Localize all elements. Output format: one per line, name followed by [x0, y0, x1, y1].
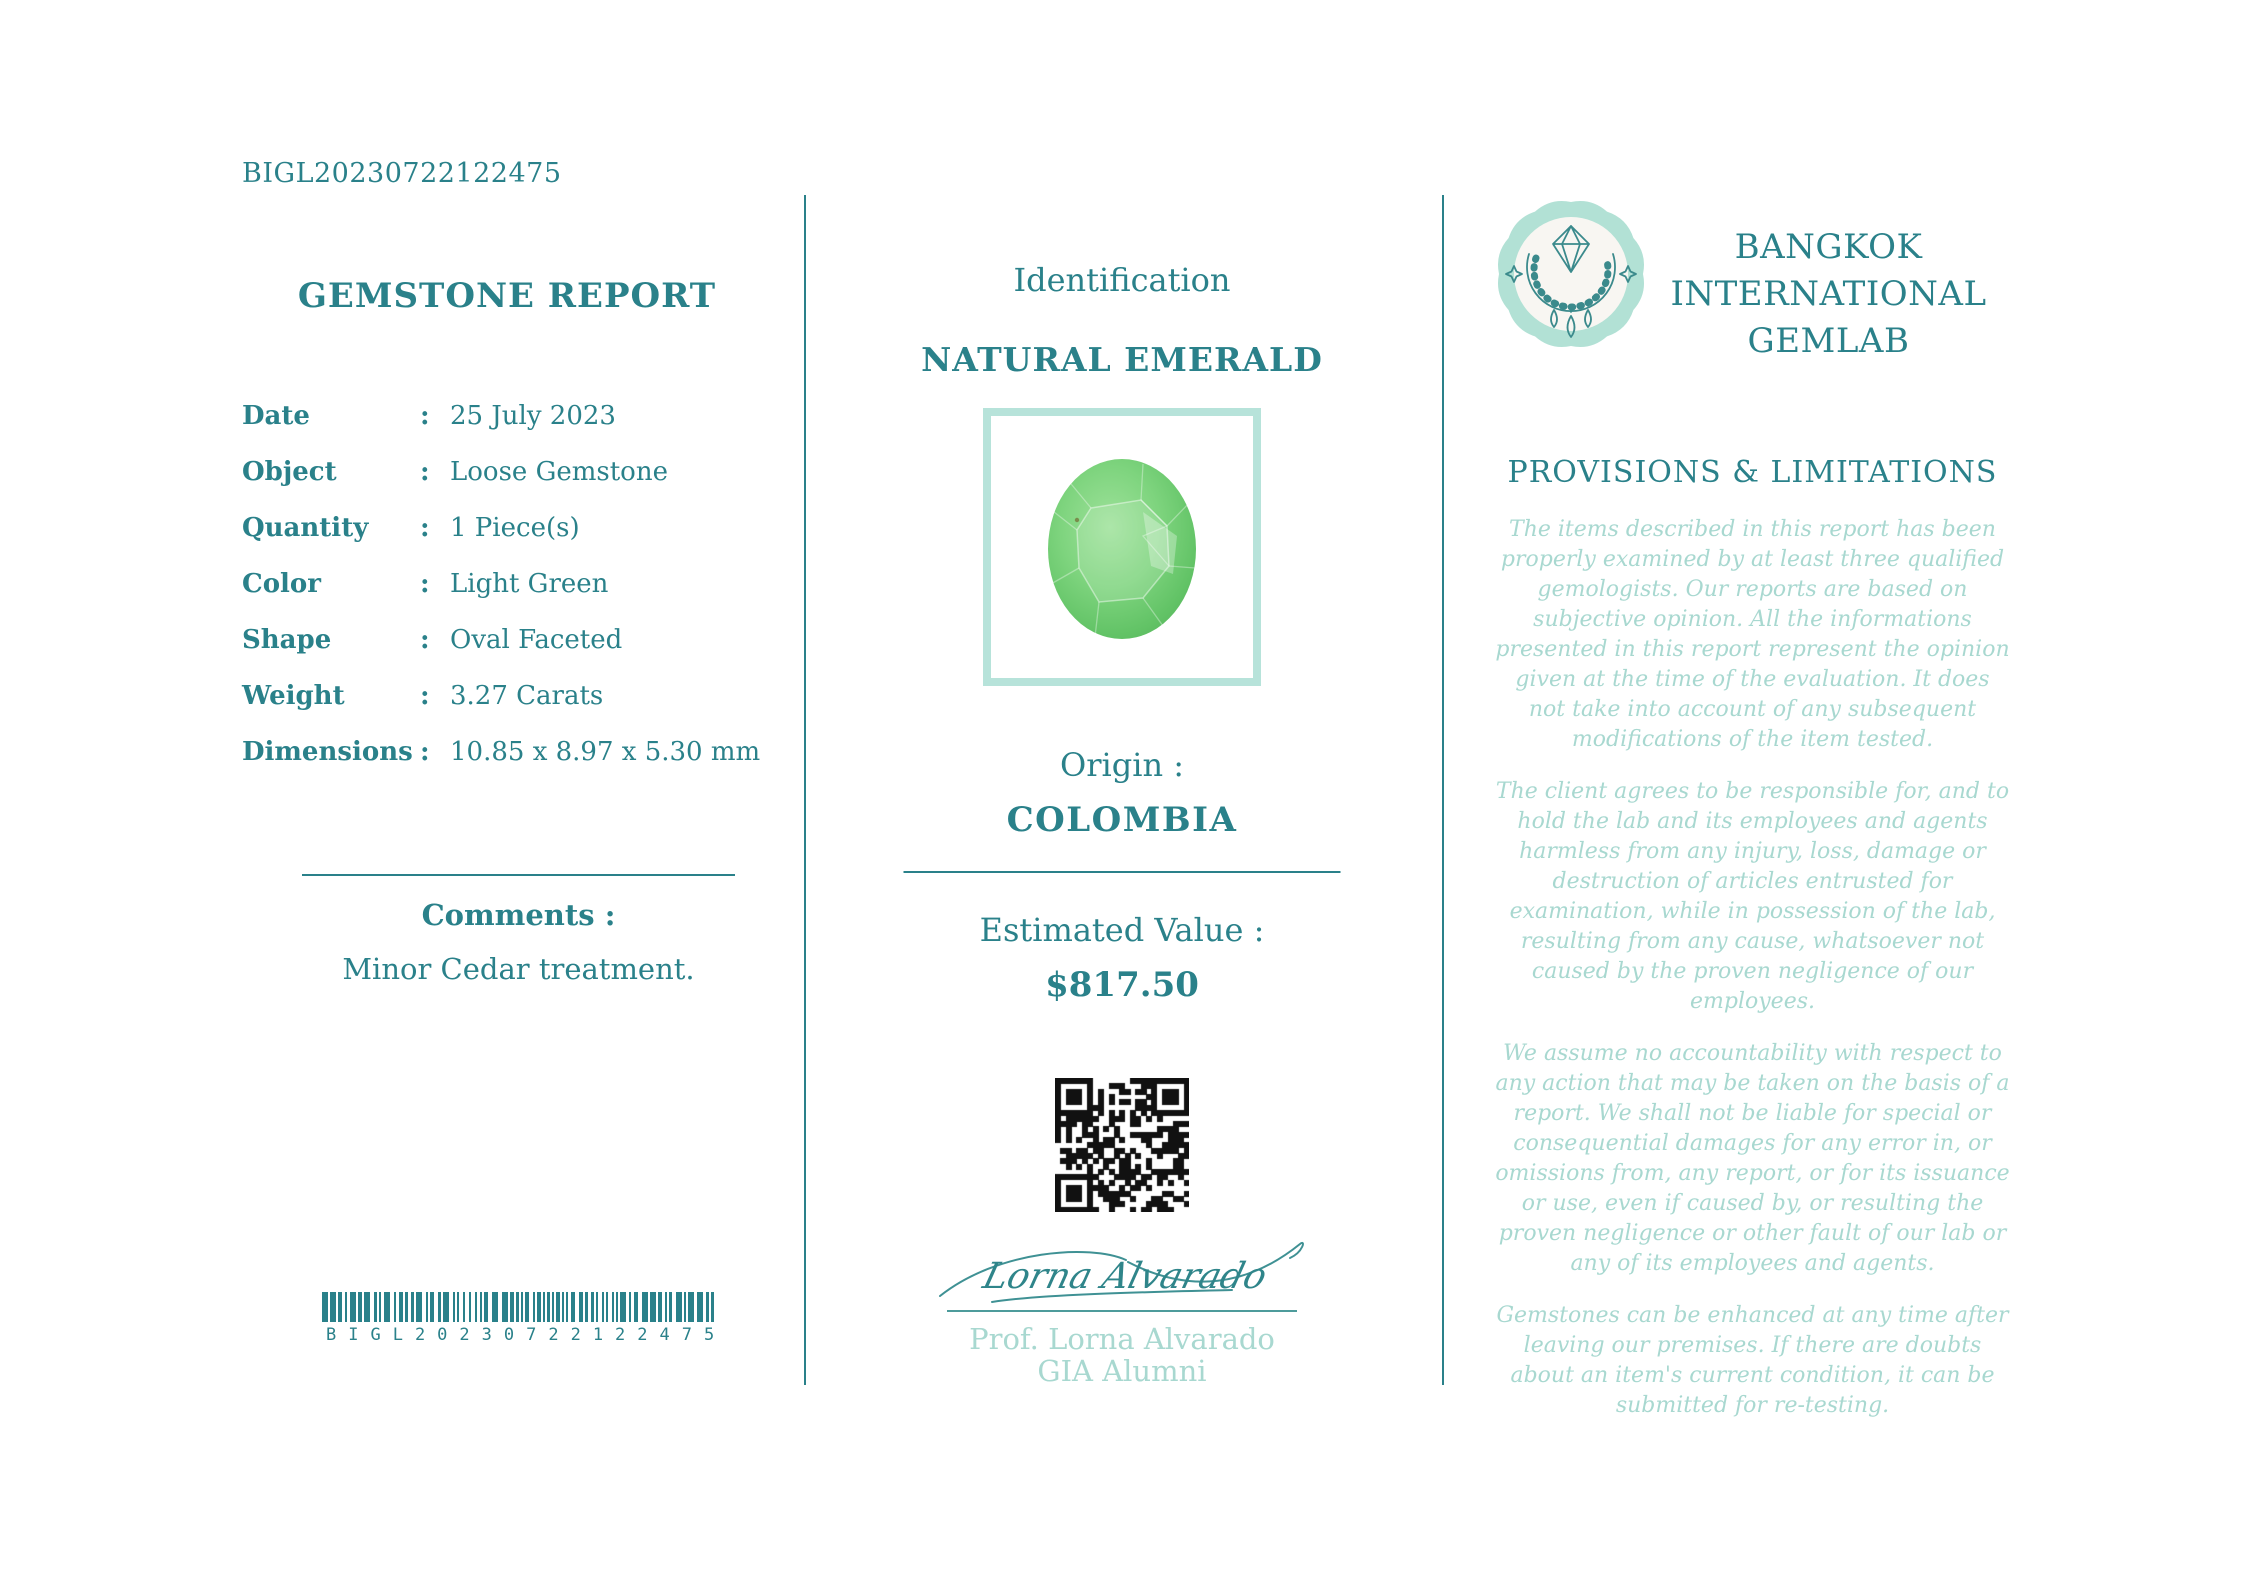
origin-value: COLOMBIA [1006, 800, 1238, 840]
report-details-column [240, 0, 774, 1586]
qr-code [1055, 1078, 1189, 1212]
lab-name: BANGKOK INTERNATIONAL GEMLAB [1670, 227, 1987, 361]
provisions-paragraph: Gemstones can be enhanced at any time after leaving our premises. If there are doubts about an item's current condition, it can be submitted for re-testing. [1496, 1303, 2009, 1418]
field-value: 1 Piece(s) [450, 513, 580, 543]
signature-name: Lorna Alvarado [979, 1254, 1272, 1297]
identification-column [820, 0, 1424, 1586]
field-label: Dimensions [242, 737, 413, 767]
barcode-bars [322, 1292, 716, 1322]
emerald-photo [991, 416, 1253, 678]
provisions-paragraph: The client agrees to be responsible for, and to hold the lab and its employees and agents harmless from any injury, loss, damage or destruction of articles entrusted for examination, while in possession of the lab, resulting from any cause, whatsoever not caused by the proven negligence of our employees. [1495, 779, 2010, 1014]
field-label: Weight [242, 681, 345, 711]
field-colon: : [420, 513, 430, 543]
signature-divider [947, 1310, 1297, 1312]
gem-inclusion [1075, 518, 1079, 522]
field-value: 3.27 Carats [450, 681, 604, 711]
provisions-paragraph: We assume no accountability with respect to any action that may be taken on the basis of a report. We shall not be liable for special or consequential damages for any error in, or omissions from, any report, or for its issuance or use, even if caused by, or resulting the proven negligence or other fault of our lab or any of its employees and agents. [1495, 1041, 2010, 1276]
field-value: Light Green [450, 569, 609, 599]
comments-divider [302, 874, 735, 876]
comments-label: Comments : [421, 898, 616, 932]
signature-script [932, 1232, 1312, 1312]
field-value: 25 July 2023 [450, 401, 616, 431]
provisions-title: PROVISIONS & LIMITATIONS [1507, 455, 1998, 490]
field-colon: : [420, 569, 430, 599]
field-label: Quantity [242, 513, 369, 543]
report-title: GEMSTONE REPORT [297, 276, 717, 316]
field-label: Color [242, 569, 321, 599]
lab-header [1495, 198, 2010, 365]
lab-logo-badge [1495, 198, 1647, 350]
signatory-credential: GIA Alumni [1037, 1354, 1207, 1388]
field-value: 10.85 x 8.97 x 5.30 mm [450, 737, 761, 767]
field-row-object [242, 456, 762, 489]
report-number: BIGL20230722122475 [242, 158, 562, 189]
identification-label: Identification [1013, 261, 1231, 299]
provisions-text [1495, 515, 2010, 1443]
barcode [322, 1292, 727, 1345]
estimated-value-amount: $817.50 [1045, 965, 1199, 1005]
gem-photo-frame [983, 408, 1261, 686]
signature [932, 1232, 1312, 1312]
field-row-date [242, 400, 762, 433]
field-label: Shape [242, 625, 332, 655]
field-colon: : [420, 681, 430, 711]
gemlab-logo-icon [1495, 198, 1647, 350]
value-section-divider [904, 871, 1341, 873]
origin-label: Origin : [1059, 746, 1185, 784]
field-colon: : [420, 625, 430, 655]
field-row-shape [242, 624, 762, 657]
lab-column [1495, 198, 2010, 1586]
estimated-value-label: Estimated Value : [979, 911, 1265, 949]
field-colon: : [420, 401, 430, 431]
field-value: Loose Gemstone [450, 457, 668, 487]
field-colon: : [420, 457, 430, 487]
identification-value: NATURAL EMERALD [921, 340, 1323, 379]
field-row-color [242, 568, 762, 601]
field-label: Object [242, 457, 337, 487]
qr-code-canvas [1055, 1078, 1189, 1212]
signatory-name: Prof. Lorna Alvarado [969, 1322, 1275, 1356]
column-divider-right [1442, 195, 1444, 1385]
report-fields [242, 400, 762, 792]
provisions-paragraph: The items described in this report has been properly examined by at least three qualified gemologists. Our reports are based on subjective opinion. All the informations presented in this report represent the opinion given at the time of the evaluation. It does not take into account of any subsequent modifications of the item tested. [1495, 517, 2010, 752]
barcode-text: BIGL20230722122475 [326, 1325, 727, 1345]
column-divider-left [804, 195, 806, 1385]
field-value: Oval Faceted [450, 625, 623, 655]
field-row-dimensions [242, 736, 762, 769]
field-row-weight [242, 680, 762, 713]
comments-text: Minor Cedar treatment. [342, 952, 695, 986]
field-label: Date [242, 401, 310, 431]
field-colon: : [420, 737, 430, 767]
field-row-quantity [242, 512, 762, 545]
